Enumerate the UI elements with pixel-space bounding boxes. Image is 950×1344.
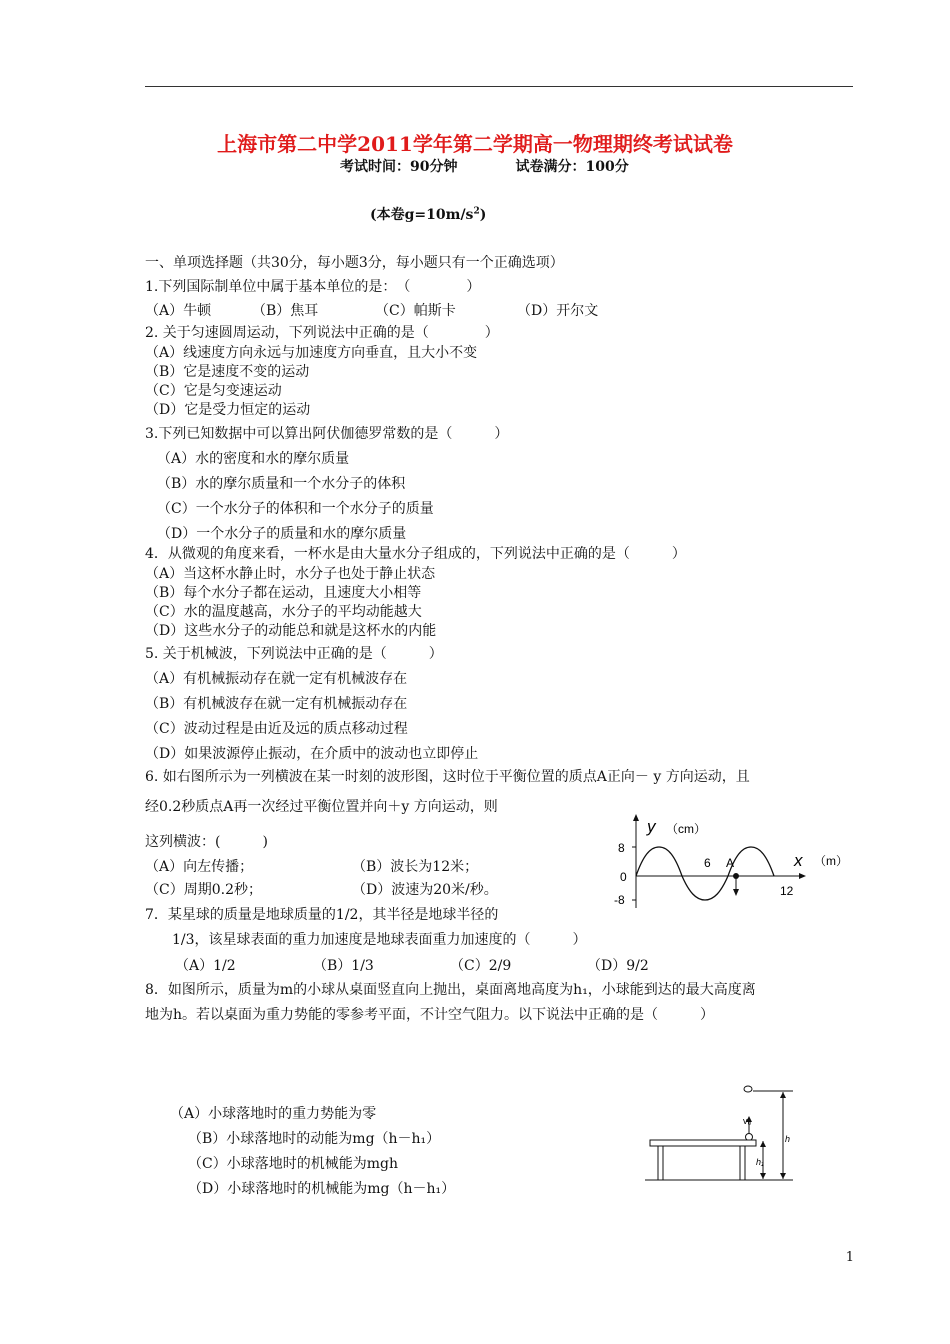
- q2-option-d: （D）它是受力恒定的运动: [145, 402, 311, 418]
- q8-line1: 8．如图所示，质量为m的小球从桌面竖直向上抛出，桌面离地高度为h₁，小球能到达的最大高度离: [145, 982, 756, 998]
- q1-option-a: （A）牛顿: [145, 303, 212, 319]
- tick-label-12: 12: [780, 884, 794, 898]
- h-label: h: [785, 1134, 791, 1144]
- ball-top: [744, 1086, 752, 1092]
- table-figure: [645, 1080, 795, 1185]
- q5-option-d: （D）如果波源停止振动，在介质中的波动也立即停止: [145, 746, 479, 762]
- q7-line2: 1/3，该星球表面的重力加速度是地球表面重力加速度的（ ）: [172, 932, 587, 948]
- q8-option-b: （B）小球落地时的动能为mg（h－h₁）: [188, 1131, 441, 1147]
- q7-option-b: （B）1/3: [313, 958, 374, 974]
- q3-stem: 3.下列已知数据中可以算出阿伏伽德罗常数的是（ ）: [145, 426, 509, 442]
- tick-label-8: 8: [618, 841, 625, 855]
- y-axis-arrow: [633, 814, 639, 821]
- q4-stem: 4．从微观的角度来看，一杯水是由大量水分子组成的，下列说法中正确的是（ ）: [145, 546, 686, 562]
- q7-option-a: （A）1/2: [175, 958, 236, 974]
- q5-option-c: （C）波动过程是由近及远的质点移动过程: [145, 721, 408, 737]
- q3-option-c: （C）一个水分子的体积和一个水分子的质量: [157, 501, 434, 517]
- q8-option-c: （C）小球落地时的机械能为mgh: [188, 1156, 398, 1172]
- section-heading: 一、单项选择题（共30分，每小题3分，每小题只有一个正确选项）: [145, 255, 564, 271]
- q5-stem: 5. 关于机械波，下列说法中正确的是（ ）: [145, 646, 443, 662]
- x-axis-arrow: [799, 873, 806, 879]
- x-unit-label: （m）: [814, 854, 848, 868]
- q1-option-c: （C）帕斯卡: [375, 303, 456, 319]
- q6-option-a: （A）向左传播；: [145, 859, 254, 875]
- q2-option-a: （A）线速度方向永远与加速度方向垂直，且大小不变: [145, 345, 478, 361]
- q4-option-c: （C）水的温度越高，水分子的平均动能越大: [145, 604, 422, 620]
- y-axis-label: y: [647, 817, 656, 836]
- page-title: 上海市第二中学2011学年第二学期高一物理期终考试试卷: [217, 132, 733, 156]
- table-leg-right: [740, 1146, 745, 1180]
- q2-option-b: （B）它是速度不变的运动: [145, 364, 310, 380]
- header-rule: [145, 86, 853, 87]
- q2-stem: 2. 关于匀速圆周运动，下列说法中正确的是（ ）: [145, 325, 499, 341]
- exam-time: 考试时间：90分钟: [340, 159, 458, 175]
- q1-stem: 1.下列国际制单位中属于基本单位的是： （ ）: [145, 279, 481, 295]
- q6-line2: 经0.2秒质点A再一次经过平衡位置并向＋y 方向运动，则: [145, 799, 498, 815]
- q1-option-d: （D）开尔文: [517, 303, 599, 319]
- q7-option-c: （C）2/9: [450, 958, 512, 974]
- q8-option-d: （D）小球落地时的机械能为mg（h－h₁）: [188, 1181, 456, 1197]
- v0-label: v₀: [743, 1116, 752, 1126]
- wave-figure: [608, 812, 858, 912]
- q5-option-b: （B）有机械波存在就一定有机械振动存在: [145, 696, 408, 712]
- ball-on-table: [746, 1134, 753, 1141]
- q6-line1: 6. 如右图所示为一列横波在某一时刻的波形图，这时位于平衡位置的质点A正向－ y 方向运动，且: [145, 769, 750, 785]
- q4-option-b: （B）每个水分子都在运动，且速度大小相等: [145, 585, 422, 601]
- q6-line3: 这列横波：( ): [145, 834, 268, 850]
- q3-option-a: （A）水的密度和水的摩尔质量: [157, 451, 350, 467]
- q6-option-b: （B）波长为12米；: [352, 859, 479, 875]
- q3-option-b: （B）水的摩尔质量和一个水分子的体积: [157, 476, 406, 492]
- table-top: [650, 1140, 756, 1146]
- h1-arrow-bottom: [760, 1173, 766, 1179]
- q2-option-c: （C）它是匀变速运动: [145, 383, 282, 399]
- q4-option-a: （A）当这杯水静止时，水分子也处于静止状态: [145, 566, 436, 582]
- q7-option-d: （D）9/2: [587, 958, 649, 974]
- q1-option-b: （B）焦耳: [252, 303, 319, 319]
- exam-info: [340, 156, 629, 176]
- q6-option-c: （C）周期0.2秒；: [145, 882, 262, 898]
- q4-option-d: （D）这些水分子的动能总和就是这杯水的内能: [145, 623, 437, 639]
- q7-line1: 7．某星球的质量是地球质量的1/2，其半径是地球半径的: [145, 907, 499, 923]
- h-arrow-top: [780, 1092, 786, 1098]
- y-unit-label: （cm）: [666, 822, 706, 836]
- exam-score: 试卷满分：100分: [515, 159, 629, 175]
- h1-arrow-top: [760, 1141, 766, 1147]
- h1-label: h₁: [756, 1157, 764, 1167]
- point-a-arrowhead: [733, 889, 739, 896]
- page-number: 1: [845, 1250, 854, 1265]
- wave-curve: [636, 847, 774, 900]
- point-a-label: A: [726, 856, 735, 870]
- q6-option-d: （D）波速为20米/秒。: [352, 882, 498, 898]
- tick-label-6: 6: [704, 856, 711, 870]
- x-axis-label: x: [794, 851, 803, 870]
- tick-label-0: 0: [620, 870, 627, 884]
- h-arrow-bottom: [780, 1173, 786, 1179]
- tick-label-neg8: -8: [614, 893, 625, 907]
- q8-option-a: （A）小球落地时的重力势能为零: [170, 1106, 377, 1122]
- table-leg-left: [658, 1146, 663, 1180]
- q3-option-d: （D）一个水分子的质量和水的摩尔质量: [157, 526, 407, 542]
- q5-option-a: （A）有机械振动存在就一定有机械波存在: [145, 671, 408, 687]
- q8-line2: 地为h。若以桌面为重力势能的零参考平面，不计空气阻力。以下说法中正确的是（ ）: [145, 1007, 715, 1023]
- gravity-note: (本卷$g=10m/s^2$): [370, 206, 487, 223]
